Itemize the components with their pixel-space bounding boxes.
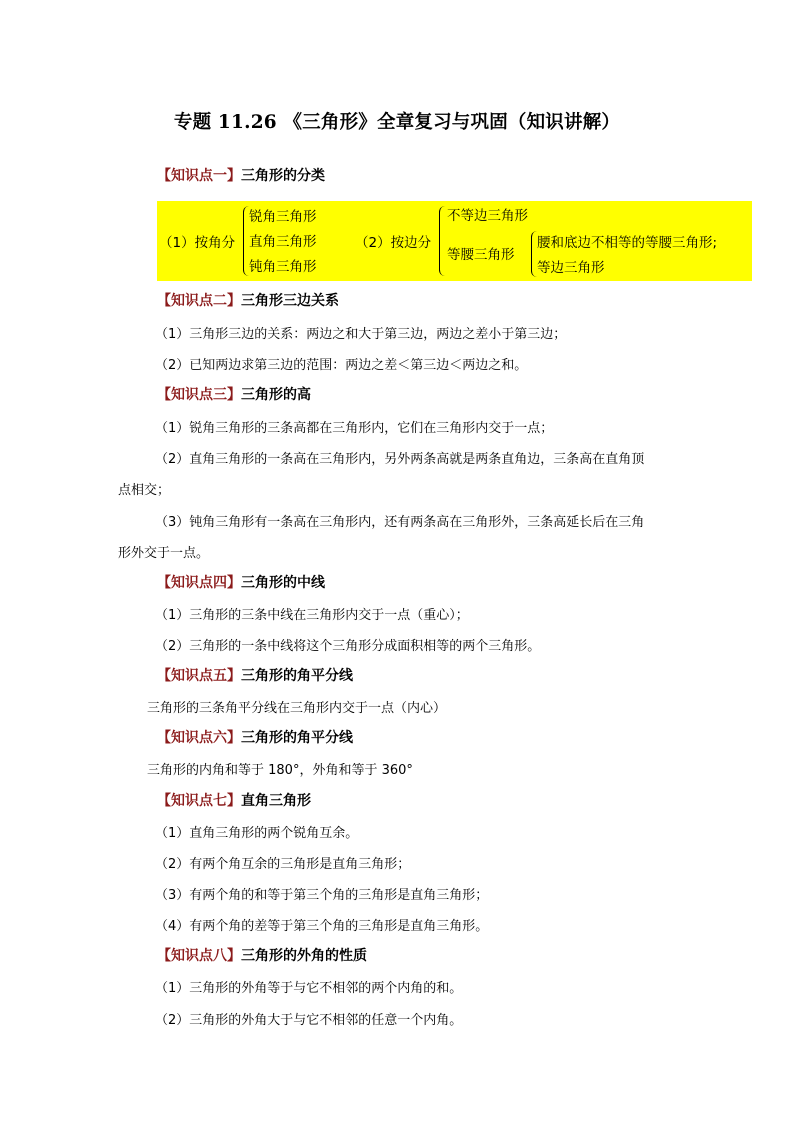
section-label: 【知识点七】 (157, 793, 241, 809)
section-title: 三角形的角平分线 (241, 668, 353, 684)
obtuse-triangle: 钝角三角形 (249, 259, 317, 275)
section-title: 三角形的中线 (241, 575, 325, 591)
section-heading-3 (157, 384, 311, 404)
section-label: 【知识点三】 (157, 387, 241, 403)
by-side-label: （2）按边分 (355, 235, 432, 251)
paragraph-line: （1）锐角三角形的三条高都在三角形内，它们在三角形内交于一点； (155, 421, 554, 436)
section-label: 【知识点六】 (157, 730, 241, 746)
section-label: 【知识点二】 (157, 293, 241, 309)
paragraph-line: 三角形的三条角平分线在三角形内交于一点（内心） (147, 701, 447, 716)
paragraph-line: （2）三角形的外角大于与它不相邻的任意一个内角。 (155, 1013, 463, 1028)
section-title: 直角三角形 (241, 793, 311, 809)
section-label: 【知识点五】 (157, 668, 241, 684)
section-title: 三角形的角平分线 (241, 730, 353, 746)
by-angle-label: （1）按角分 (159, 235, 236, 251)
paragraph-line: （1）三角形的外角等于与它不相邻的两个内角的和。 (155, 981, 463, 996)
paragraph-line: （4）有两个角的差等于第三个角的三角形是直角三角形。 (155, 919, 489, 934)
section-title: 三角形的分类 (241, 168, 325, 184)
section-heading-5 (157, 665, 353, 685)
section-heading-8 (157, 945, 367, 965)
section-heading-1 (157, 165, 325, 185)
section-label: 【知识点八】 (157, 948, 241, 964)
section-heading-6 (157, 727, 353, 747)
paragraph-line: 点相交； (118, 483, 171, 498)
section-heading-2 (157, 290, 339, 310)
paragraph-line: （1）三角形的三条中线在三角形内交于一点（重心）； (155, 608, 469, 623)
section-title: 三角形的外角的性质 (241, 948, 367, 964)
section-label: 【知识点四】 (157, 575, 241, 591)
paragraph-line: （1）三角形三边的关系：两边之和大于第三边，两边之差小于第三边； (155, 327, 567, 342)
section-heading-4 (157, 572, 325, 592)
paragraph-line: （1）直角三角形的两个锐角互余。 (155, 826, 359, 841)
right-triangle: 直角三角形 (249, 234, 317, 250)
paragraph-line: 三角形的内角和等于 180°，外角和等于 360° (147, 763, 413, 778)
section-title: 三角形的高 (241, 387, 311, 403)
page-title: 专题 11.26 《三角形》全章复习与巩固（知识讲解） (173, 112, 621, 133)
acute-triangle: 锐角三角形 (249, 209, 317, 225)
paragraph-line: （2）有两个角互余的三角形是直角三角形； (155, 857, 411, 872)
paragraph-line: （2）已知两边求第三边的范围：两边之差＜第三边＜两边之和。 (155, 358, 528, 373)
equilateral-triangle: 等边三角形 (537, 260, 605, 276)
classification-box (157, 201, 752, 281)
isosceles-non-equilateral: 腰和底边不相等的等腰三角形; (537, 235, 718, 251)
paragraph-line: 形外交于一点。 (118, 546, 210, 561)
section-title: 三角形三边关系 (241, 293, 339, 309)
isosceles-triangle: 等腰三角形 (447, 247, 515, 263)
paragraph-line: （3）钝角三角形有一条高在三角形内，还有两条高在三角形外，三条高延长后在三角 (155, 515, 645, 530)
paragraph-line: （2）直角三角形的一条高在三角形内，另外两条高就是两条直角边，三条高在直角顶 (155, 452, 645, 467)
scalene-triangle: 不等边三角形 (447, 208, 528, 224)
paragraph-line: （2）三角形的一条中线将这个三角形分成面积相等的两个三角形。 (155, 639, 541, 654)
section-label: 【知识点一】 (157, 168, 241, 184)
section-heading-7 (157, 790, 311, 810)
paragraph-line: （3）有两个角的和等于第三个角的三角形是直角三角形； (155, 888, 489, 903)
